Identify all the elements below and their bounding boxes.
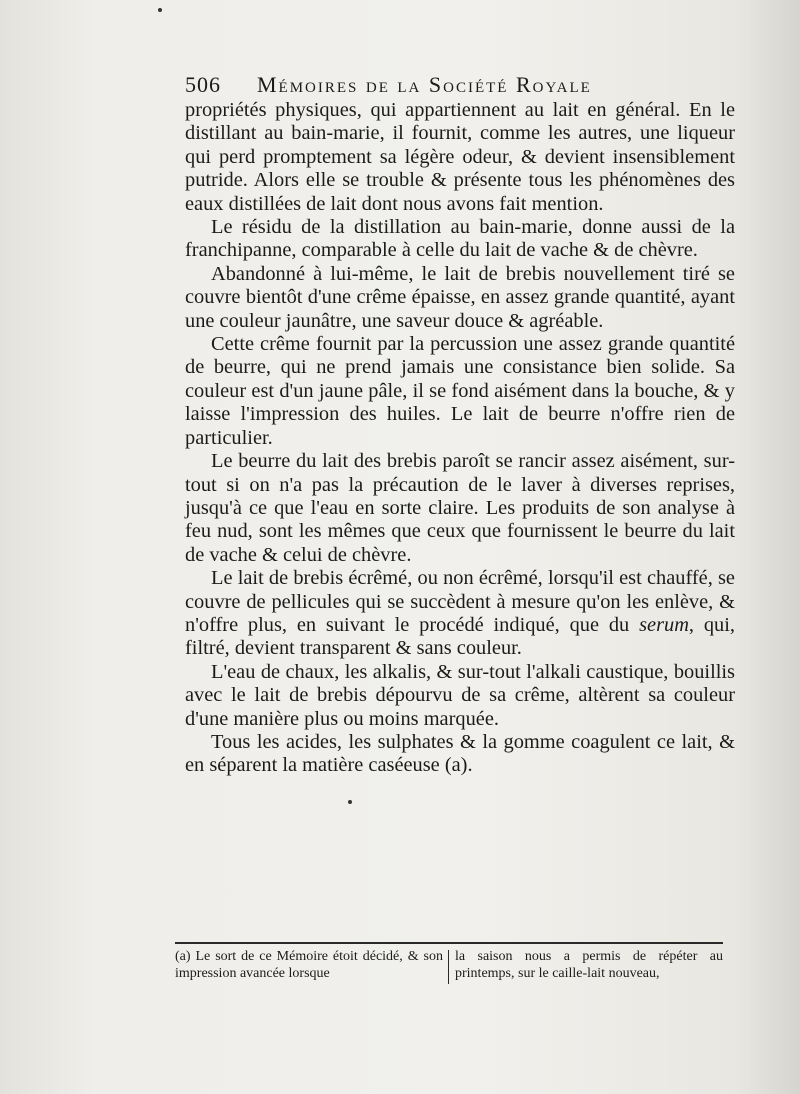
paragraph-2: Le résidu de la distillation au bain-marie, donne aussi de la franchipanne, comparable à celle du lait de vache & de chèvre. [185, 216, 735, 262]
paragraph-3: Abandonné à lui-même, le lait de brebis nouvellement tiré se couvre bientôt d'une crême épaisse, en assez grande quantité, ayant une couleur jaunâtre, une saveur douce & agréable. [185, 262, 735, 332]
paragraph-1: propriétés physiques, qui appartiennent au lait en général. En le distillant au bain-marie, il fournit, comme les autres, une liqueur qui perd promptement sa légère odeur, & devient insensiblement putride. Alors elle se trouble & présente tous les phénomènes des eaux distillées de lait dont nous avons fait mention. [185, 99, 735, 215]
paragraph-7: L'eau de chaux, les alkalis, & sur-tout l'alkali caustique, bouillis avec le lait de brebis dépourvu de sa crême, altèrent sa couleur d'une manière plus ou moins marquée. [185, 660, 735, 730]
footnote-right-column: la saison nous a permis de répéter au printemps, sur le caille-lait nouveau, [455, 949, 723, 981]
paragraph-8: Tous les acides, les sulphates & la gomme coagulent ce lait, & en séparent la matière caséeuse (a). [185, 730, 735, 777]
footnote-divider [448, 950, 449, 984]
paragraph-6-text: Le lait de brebis écrêmé, ou non écrêmé, lorsqu'il est chauffé, se couvre de pellicules qui se succèdent à mesure qu'on les enlève, & n'offre plus, en suivant le procédé indiqué, que du [185, 567, 735, 636]
footnote-left-column: (a) Le sort de ce Mémoire étoit décidé, & son impression avancée lorsque [175, 949, 443, 981]
paragraph-6-end: , qui, filtré, devient transparent & sans couleur. [185, 613, 735, 660]
page-number: 506 [185, 72, 221, 97]
footnote-rule [175, 942, 723, 944]
running-title: Mémoires de la Société Royale [257, 72, 592, 97]
ink-speck [348, 800, 352, 804]
ink-speck [158, 8, 162, 12]
paragraph-6 [185, 567, 735, 661]
body-text [185, 99, 735, 778]
paragraph-5: Le beurre du lait des brebis paroît se rancir assez aisément, sur-tout si on n'a pas la précaution de le laver à diverses reprises, jusqu'à ce que l'eau en sorte claire. Les produits de son analyse à feu nud, sont les mêmes que ceux que fournissent le beurre du lait de vache & celui de chèvre. [185, 450, 735, 566]
paragraph-4: Cette crême fournit par la percussion une assez grande quantité de beurre, qui ne prend jamais une consistance bien solide. Sa couleur est d'un jaune pâle, il se fond aisément dans la bouche, & y laisse l'impression des huiles. Le lait de beurre n'offre rien de particulier. [185, 333, 735, 449]
serum-term: serum [639, 613, 689, 636]
